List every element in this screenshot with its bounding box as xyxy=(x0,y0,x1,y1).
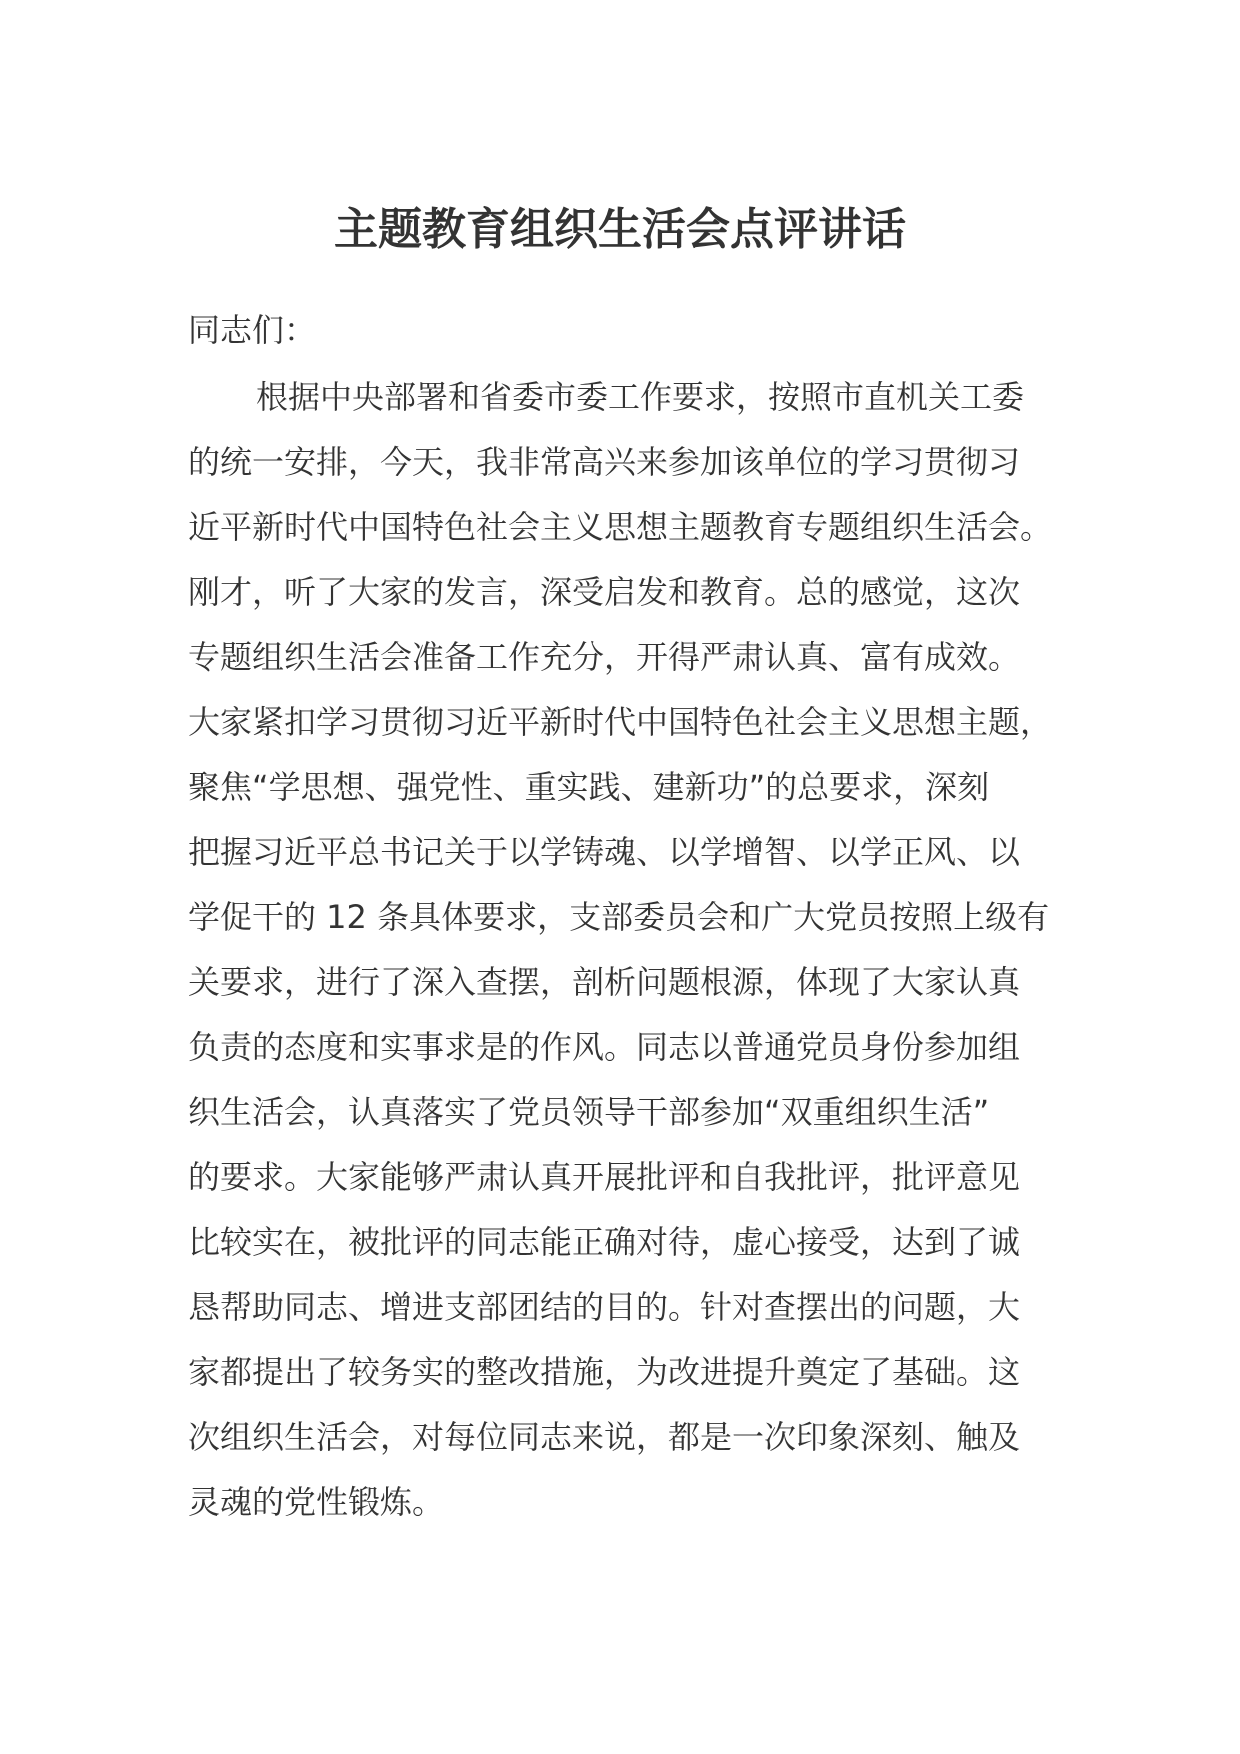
paragraph-line: 刚才，听了大家的发言，深受启发和教育。总的感觉，这次 xyxy=(188,573,1021,611)
paragraph-line: 的要求。大家能够严肃认真开展批评和自我批评，批评意见 xyxy=(188,1158,1021,1196)
paragraph-line: 聚焦“学思想、强党性、重实践、建新功”的总要求，深刻 xyxy=(188,768,990,806)
paragraph-line: 把握习近平总书记关于以学铸魂、以学增智、以学正风、以 xyxy=(188,833,1021,871)
salutation: 同志们： xyxy=(188,311,317,349)
paragraph-line: 的统一安排，今天，我非常高兴来参加该单位的学习贯彻习 xyxy=(188,443,1021,481)
paragraph-line: 比较实在，被批评的同志能正确对待，虚心接受，达到了诚 xyxy=(188,1223,1021,1261)
paragraph-line: 学促干的 12 条具体要求，支部委员会和广大党员按照上级有 xyxy=(188,898,1050,936)
paragraph-line: 根据中央部署和省委市委工作要求，按照市直机关工委 xyxy=(256,378,1025,416)
paragraph-line: 恳帮助同志、增进支部团结的目的。针对查摆出的问题，大 xyxy=(188,1288,1021,1326)
body-paragraph xyxy=(188,365,1068,1535)
document-title: 主题教育组织生活会点评讲话 xyxy=(334,204,906,255)
paragraph-line: 织生活会，认真落实了党员领导干部参加“双重组织生活” xyxy=(188,1093,990,1131)
paragraph-line: 负责的态度和实事求是的作风。同志以普通党员身份参加组 xyxy=(188,1028,1021,1066)
paragraph-line: 大家紧扣学习贯彻习近平新时代中国特色社会主义思想主题， xyxy=(188,703,1053,741)
paragraph-line: 次组织生活会，对每位同志来说，都是一次印象深刻、触及 xyxy=(188,1418,1021,1456)
paragraph-line: 近平新时代中国特色社会主义思想主题教育专题组织生活会。 xyxy=(188,508,1053,546)
paragraph-line: 灵魂的党性锻炼。 xyxy=(188,1483,445,1521)
paragraph-line: 专题组织生活会准备工作充分，开得严肃认真、富有成效。 xyxy=(188,638,1021,676)
paragraph-line: 关要求，进行了深入查摆，剖析问题根源，体现了大家认真 xyxy=(188,963,1021,1001)
paragraph-line: 家都提出了较务实的整改措施，为改进提升奠定了基础。这 xyxy=(188,1353,1021,1391)
